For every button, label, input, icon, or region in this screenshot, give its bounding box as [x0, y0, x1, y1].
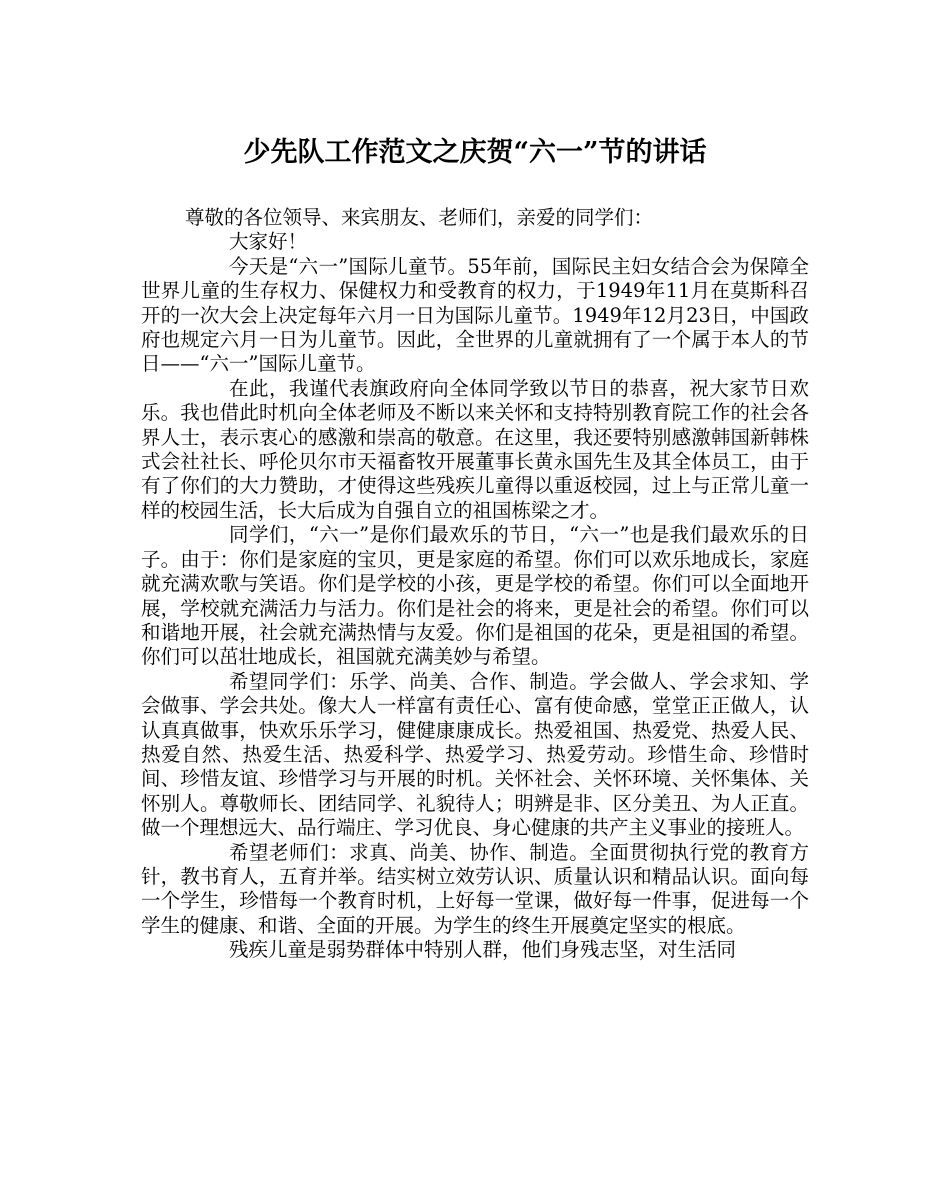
- paragraph-salutation: 大家好！: [229, 230, 308, 254]
- document-body: [141, 206, 809, 963]
- paragraph-hope-teachers: 希望老师们：求真、尚美、协作、制造。全面贯彻执行党的教育方针，教书育人，五育并举。结实树立效劳认识、质量认识和精品认识。面向每一个学生，珍惜每一个教育时机，上好每一堂课，做好每一件事，促进每一个学生的健康、和谐、全面的开展。为学生的终生开展奠定坚实的根底。: [141, 840, 809, 937]
- paragraph-students-hope: 同学们，“六一”是你们最欢乐的节日，“六一”也是我们最欢乐的日子。由于：你们是家庭的宝贝，更是家庭的希望。你们可以欢乐地成长，家庭就充满欢歌与笑语。你们是学校的小孩，更是学校的希望。你们可以全面地开展，学校就充满活力与活力。你们是社会的将来，更是社会的希望。你们可以和谐地开展，社会就充满热情与友爱。你们是祖国的花朵，更是祖国的希望。你们可以茁壮地成长，祖国就充满美妙与希望。: [141, 523, 809, 669]
- greeting-line: 尊敬的各位领导、来宾朋友、老师们，亲爱的同学们：: [185, 206, 654, 229]
- paragraph-disabled-children: 残疾儿童是弱势群体中特别人群，他们身残志坚，对生活同: [229, 938, 737, 962]
- paragraph-thanks: 在此，我谨代表旗政府向全体同学致以节日的恭喜，祝大家节日欢乐。我也借此时机向全体老师及不断以来关怀和支持特别教育院工作的社会各界人士，表示衷心的感激和崇高的敬意。在这里，我还要特别感激韩国新韩株式会社社长、呼伦贝尔市天福畜牧开展董事长黄永国先生及其全体员工，由于有了你们的大力赞助，才使得这些残疾儿童得以重返校园，过上与正常儿童一样的校园生活，长大后成为自强自立的祖国栋梁之才。: [141, 376, 809, 522]
- document-title: 少先队工作范文之庆贺“六一”节的讲话: [243, 137, 707, 168]
- paragraph-childrens-day-history: 今天是“六一”国际儿童节。55年前，国际民主妇女结合会为保障全世界儿童的生存权力、保健权力和受教育的权力，于1949年11月在莫斯科召开的一次大会上决定每年六月一日为国际儿童节。1949年12月23日，中国政府也规定六月一日为儿童节。因此，全世界的儿童就拥有了一个属于本人的节日——“六一”国际儿童节。: [141, 254, 809, 376]
- paragraph-hope-students: 希望同学们：乐学、尚美、合作、制造。学会做人、学会求知、学会做事、学会共处。像大人一样富有责任心、富有使命感，堂堂正正做人，认认真真做事，快欢乐乐学习，健健康康成长。热爱祖国、热爱党、热爱人民、热爱自然、热爱生活、热爱科学、热爱学习、热爱劳动。珍惜生命、珍惜时间、珍惜友谊、珍惜学习与开展的时机。关怀社会、关怀环境、关怀集体、关怀别人。尊敬师长、团结同学、礼貌待人；明辨是非、区分美丑、为人正直。做一个理想远大、品行端庄、学习优良、身心健康的共产主义事业的接班人。: [141, 669, 809, 840]
